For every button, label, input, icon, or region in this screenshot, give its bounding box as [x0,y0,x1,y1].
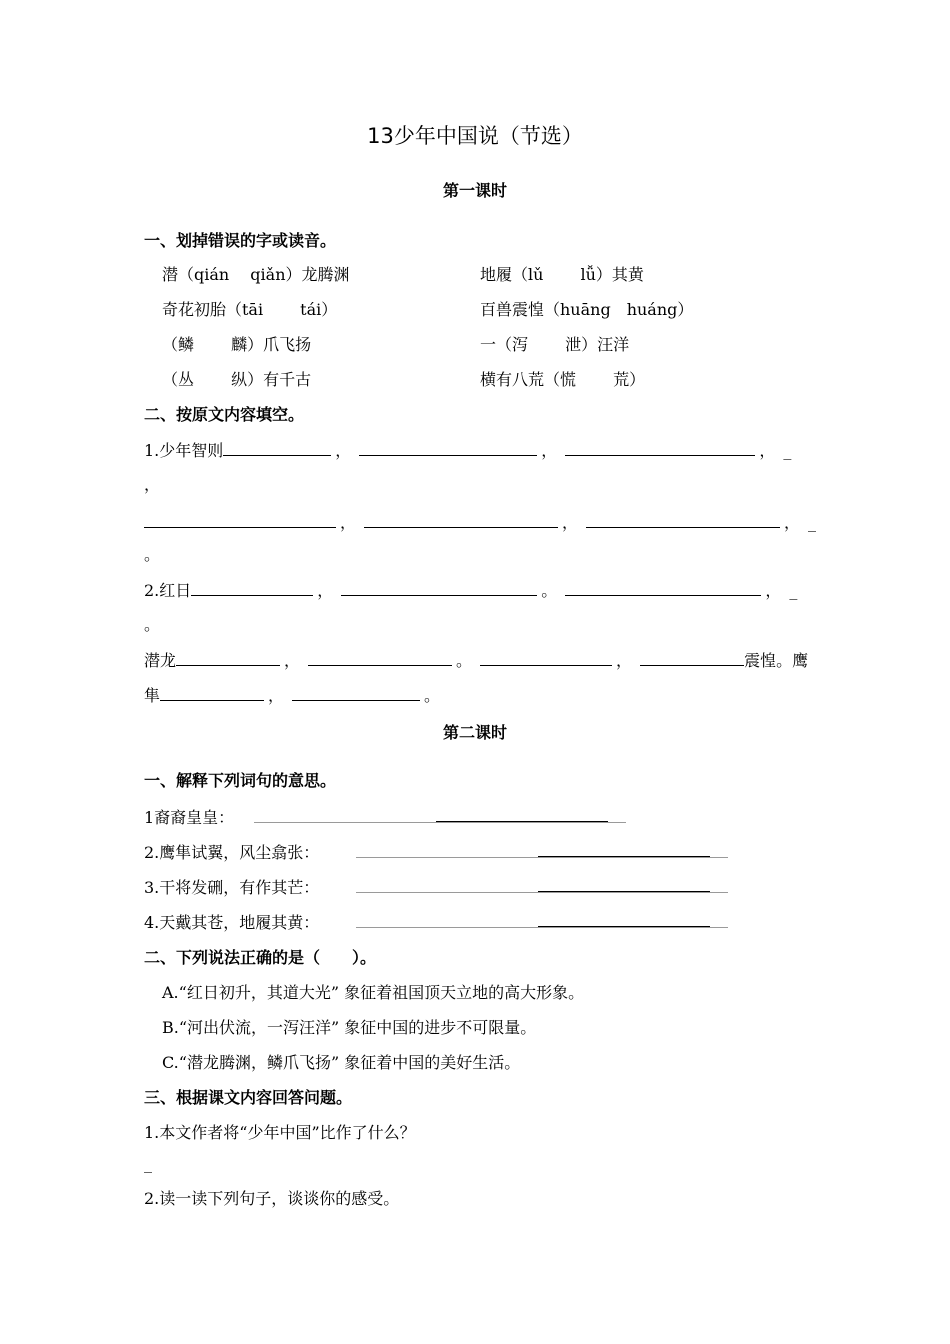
question-1: 1.本文作者将“少年中国”比作了什么？ [144,1123,416,1142]
answer-line[interactable] [356,857,728,858]
explain-item-1: 1裔裔皇皇： [144,808,235,827]
fill-blank[interactable] [359,438,537,456]
choice-option-b[interactable]: B.“河出伏流，一泻汪洋” 象征中国的进步不可限量。 [162,1018,537,1037]
lesson2-section3-heading: 三、根据课文内容回答问题。 [144,1088,353,1107]
fill-blank[interactable] [480,648,612,666]
fill-blank[interactable] [586,510,780,528]
fill-blank[interactable] [364,510,558,528]
fill-q1-line2: ， ， ， _ [144,510,816,533]
fill-blank[interactable] [191,578,313,596]
fill-q1-line1: 1.少年智则 ， ， ， _ [144,438,791,461]
pinyin-item-2: 地履（lǔ lǚ）其黄 [480,265,644,284]
fill-blank[interactable] [341,578,537,596]
fill-blank[interactable] [160,683,264,701]
wrap-period-2: 。 [144,615,161,634]
pinyin-item-1: 潜（qián qiǎn）龙腾渊 [162,265,350,284]
answer-line[interactable] [254,822,626,823]
choice-option-a[interactable]: A.“红日初升，其道大光” 象征着祖国顶天立地的高大形象。 [162,983,585,1002]
pinyin-item-5: （鳞 麟）爪飞扬 [162,335,312,354]
explain-item-2: 2.鹰隼试翼，风尘翕张： [144,843,320,862]
wrap-period: 。 [144,545,161,564]
fill-blank[interactable] [565,578,761,596]
fill-blank[interactable] [308,648,452,666]
fill-q3-line: 潜龙 ， 。 ， 震惶。鹰 [144,648,808,671]
lesson1-heading: 第一课时 [442,181,507,200]
fill-q4-line: 隼 ， 。 [144,683,440,706]
answer-mark[interactable]: _ [144,1154,152,1173]
pinyin-item-8: 横有八荒（慌 荒） [480,370,646,389]
answer-line-dark [538,856,710,857]
fill-q3-label: 潜龙 [144,651,177,670]
fill-blank[interactable] [176,648,280,666]
fill-blank[interactable] [144,510,336,528]
lesson2-heading: 第二课时 [442,723,507,742]
fill-q1-label: 1.少年智则 [144,441,224,460]
page-title: 13少年中国说（节选） [367,124,583,148]
fill-blank[interactable] [292,683,420,701]
section1-heading: 一、划掉错误的字或读音。 [144,231,337,250]
section2-heading: 二、按原文内容填空。 [144,405,305,424]
pinyin-item-6: 一（泻 泄）汪洋 [480,335,630,354]
explain-item-3: 3.干将发硎，有作其芒： [144,878,320,897]
question-2: 2.读一读下列句子，谈谈你的感受。 [144,1189,400,1208]
choice-option-c[interactable]: C.“潜龙腾渊，鳞爪飞扬” 象征着中国的美好生活。 [162,1053,521,1072]
fill-q4-label: 隼 [144,686,161,705]
answer-line-dark [436,821,608,822]
pinyin-item-3: 奇花初胎（tāi tái） [162,300,338,319]
pinyin-item-4: 百兽震惶（huāng huáng） [480,300,694,319]
answer-line-dark [538,926,710,927]
wrap-comma: ， [144,475,161,494]
lesson2-section2-heading: 二、下列说法正确的是（ ）。 [144,948,377,967]
answer-line[interactable] [356,892,728,893]
lesson2-section1-heading: 一、解释下列词句的意思。 [144,771,337,790]
answer-line-dark [538,891,710,892]
explain-item-4: 4.天戴其苍，地履其黄： [144,913,320,932]
fill-q2-line: 2.红日 ， 。 ， _ [144,578,797,601]
fill-blank[interactable] [640,648,744,666]
answer-line[interactable] [356,927,728,928]
fill-blank[interactable] [565,438,755,456]
fill-q2-label: 2.红日 [144,581,192,600]
fill-blank[interactable] [223,438,331,456]
pinyin-item-7: （丛 纵）有千古 [162,370,312,389]
